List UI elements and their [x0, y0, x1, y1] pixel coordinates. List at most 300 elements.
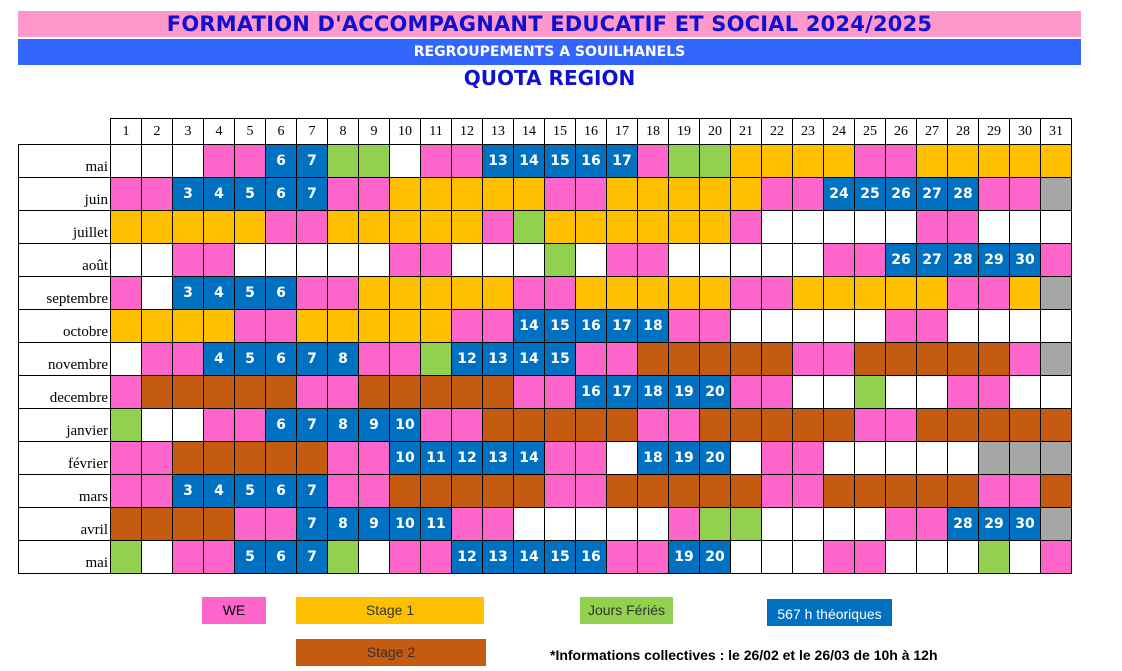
day-cell: 9: [359, 508, 390, 541]
day-cell: [452, 145, 483, 178]
day-cell: 24: [824, 178, 855, 211]
day-cell: [979, 277, 1010, 310]
day-cell: [204, 376, 235, 409]
day-cell: [1041, 310, 1072, 343]
day-cell: [111, 244, 142, 277]
day-cell: [762, 376, 793, 409]
day-cell: [328, 541, 359, 574]
month-label: juin: [19, 178, 111, 211]
day-cell: [979, 475, 1010, 508]
day-cell: [793, 277, 824, 310]
day-cell: [700, 244, 731, 277]
day-header: 21: [731, 119, 762, 145]
day-cell: 7: [297, 343, 328, 376]
day-header-row: [19, 119, 1072, 145]
day-cell: [824, 409, 855, 442]
day-header: 15: [545, 119, 576, 145]
day-cell: 16: [576, 376, 607, 409]
day-cell: 6: [266, 277, 297, 310]
day-cell: 30: [1010, 508, 1041, 541]
day-cell: [111, 508, 142, 541]
day-cell: 14: [514, 442, 545, 475]
day-header: 30: [1010, 119, 1041, 145]
day-cell: [390, 376, 421, 409]
day-cell: [359, 376, 390, 409]
day-cell: [793, 508, 824, 541]
day-cell: [948, 409, 979, 442]
day-cell: [824, 211, 855, 244]
day-cell: 5: [235, 277, 266, 310]
day-cell: [669, 508, 700, 541]
day-header: 23: [793, 119, 824, 145]
day-cell: 6: [266, 178, 297, 211]
day-cell: [142, 277, 173, 310]
day-header: 27: [917, 119, 948, 145]
day-cell: [979, 541, 1010, 574]
day-cell: [328, 277, 359, 310]
day-cell: [545, 409, 576, 442]
day-cell: [452, 178, 483, 211]
day-cell: 16: [576, 541, 607, 574]
day-cell: [390, 178, 421, 211]
day-cell: 8: [328, 343, 359, 376]
legend-stage1: Stage 1: [296, 597, 484, 624]
day-cell: 8: [328, 508, 359, 541]
day-cell: [824, 508, 855, 541]
day-cell: [514, 178, 545, 211]
month-row: [19, 376, 1072, 409]
day-cell: [514, 244, 545, 277]
day-cell: [483, 211, 514, 244]
day-cell: [669, 211, 700, 244]
day-cell: 20: [700, 376, 731, 409]
month-row: [19, 442, 1072, 475]
corner-cell: [19, 119, 111, 145]
day-cell: [1041, 277, 1072, 310]
day-cell: [669, 409, 700, 442]
day-cell: 15: [545, 145, 576, 178]
day-cell: [793, 244, 824, 277]
day-cell: [1010, 211, 1041, 244]
day-cell: 7: [297, 508, 328, 541]
day-cell: [917, 277, 948, 310]
month-row: [19, 145, 1072, 178]
day-header: 31: [1041, 119, 1072, 145]
day-cell: [855, 409, 886, 442]
day-cell: [762, 541, 793, 574]
day-cell: 16: [576, 145, 607, 178]
day-cell: [886, 310, 917, 343]
day-cell: [266, 442, 297, 475]
day-cell: [204, 310, 235, 343]
day-cell: 18: [638, 376, 669, 409]
day-cell: [452, 508, 483, 541]
day-cell: [390, 475, 421, 508]
day-cell: [421, 244, 452, 277]
day-cell: [359, 178, 390, 211]
day-cell: [576, 343, 607, 376]
month-row: [19, 277, 1072, 310]
day-cell: [328, 442, 359, 475]
day-cell: [235, 310, 266, 343]
day-cell: 17: [607, 145, 638, 178]
day-cell: [266, 376, 297, 409]
day-cell: [762, 442, 793, 475]
day-cell: [452, 310, 483, 343]
day-cell: 12: [452, 343, 483, 376]
day-cell: [824, 244, 855, 277]
day-cell: [142, 442, 173, 475]
main-title: FORMATION D'ACCOMPAGNANT EDUCATIF ET SOCIAL 2024/2025: [18, 11, 1081, 37]
day-cell: 10: [390, 508, 421, 541]
day-cell: [421, 343, 452, 376]
day-cell: [452, 244, 483, 277]
day-cell: [483, 244, 514, 277]
day-cell: 4: [204, 475, 235, 508]
day-header: 19: [669, 119, 700, 145]
day-cell: [576, 508, 607, 541]
day-cell: [762, 277, 793, 310]
day-cell: [173, 376, 204, 409]
day-cell: [1010, 310, 1041, 343]
day-cell: [111, 145, 142, 178]
day-cell: [948, 475, 979, 508]
day-header: 22: [762, 119, 793, 145]
day-cell: [359, 277, 390, 310]
day-cell: [421, 178, 452, 211]
day-cell: 3: [173, 475, 204, 508]
day-cell: [173, 343, 204, 376]
day-cell: [576, 442, 607, 475]
day-cell: [483, 508, 514, 541]
day-cell: [638, 409, 669, 442]
day-cell: [204, 409, 235, 442]
day-cell: 10: [390, 442, 421, 475]
day-cell: 18: [638, 442, 669, 475]
day-cell: [793, 376, 824, 409]
day-cell: [638, 508, 669, 541]
day-cell: [855, 541, 886, 574]
day-cell: 26: [886, 178, 917, 211]
day-cell: 7: [297, 541, 328, 574]
day-cell: 15: [545, 310, 576, 343]
day-header: 29: [979, 119, 1010, 145]
day-cell: [948, 211, 979, 244]
day-cell: [204, 541, 235, 574]
day-cell: 6: [266, 343, 297, 376]
day-cell: 27: [917, 178, 948, 211]
day-cell: [762, 310, 793, 343]
day-cell: [1041, 343, 1072, 376]
day-cell: [328, 145, 359, 178]
quota-title: QUOTA REGION: [463, 66, 636, 90]
day-cell: 14: [514, 343, 545, 376]
day-cell: [762, 343, 793, 376]
day-cell: [204, 211, 235, 244]
day-cell: [855, 310, 886, 343]
day-cell: [886, 277, 917, 310]
day-cell: [359, 541, 390, 574]
day-cell: [576, 409, 607, 442]
day-cell: [483, 409, 514, 442]
month-label: avril: [19, 508, 111, 541]
day-cell: [390, 145, 421, 178]
month-label: mai: [19, 145, 111, 178]
day-header: 1: [111, 119, 142, 145]
day-cell: [886, 376, 917, 409]
day-cell: 15: [545, 343, 576, 376]
day-cell: 20: [700, 442, 731, 475]
day-cell: 5: [235, 541, 266, 574]
day-cell: 14: [514, 310, 545, 343]
day-cell: [1010, 541, 1041, 574]
day-cell: [731, 541, 762, 574]
day-cell: [700, 409, 731, 442]
day-cell: [731, 475, 762, 508]
day-cell: [638, 475, 669, 508]
day-cell: [886, 508, 917, 541]
day-cell: [638, 541, 669, 574]
day-cell: [793, 145, 824, 178]
day-cell: [483, 310, 514, 343]
day-cell: [173, 244, 204, 277]
month-row: [19, 310, 1072, 343]
day-cell: 16: [576, 310, 607, 343]
legend-jours-feries: Jours Fériés: [580, 597, 673, 624]
day-cell: [545, 178, 576, 211]
day-cell: [173, 409, 204, 442]
day-cell: 28: [948, 244, 979, 277]
day-cell: [142, 508, 173, 541]
day-cell: [297, 310, 328, 343]
day-header: 16: [576, 119, 607, 145]
day-cell: [576, 178, 607, 211]
day-cell: [1041, 244, 1072, 277]
day-cell: [855, 475, 886, 508]
day-cell: 28: [948, 178, 979, 211]
day-cell: [266, 211, 297, 244]
day-cell: [235, 442, 266, 475]
day-header: 6: [266, 119, 297, 145]
day-cell: [1010, 145, 1041, 178]
day-cell: [607, 211, 638, 244]
day-cell: [1041, 145, 1072, 178]
day-cell: [545, 475, 576, 508]
day-cell: 14: [514, 145, 545, 178]
day-cell: [359, 244, 390, 277]
day-cell: 4: [204, 178, 235, 211]
day-cell: [514, 211, 545, 244]
day-cell: [917, 541, 948, 574]
day-cell: [731, 244, 762, 277]
day-cell: 7: [297, 145, 328, 178]
day-cell: [793, 409, 824, 442]
day-cell: [390, 211, 421, 244]
month-label: septembre: [19, 277, 111, 310]
day-cell: [421, 409, 452, 442]
day-cell: 13: [483, 442, 514, 475]
day-cell: 30: [1010, 244, 1041, 277]
day-cell: [452, 475, 483, 508]
day-cell: [762, 508, 793, 541]
day-cell: [545, 244, 576, 277]
day-cell: [700, 475, 731, 508]
day-cell: [390, 310, 421, 343]
day-cell: [1010, 376, 1041, 409]
day-cell: [669, 475, 700, 508]
day-cell: [1041, 541, 1072, 574]
day-cell: [669, 277, 700, 310]
day-cell: [886, 343, 917, 376]
day-cell: [824, 475, 855, 508]
day-cell: [1041, 211, 1072, 244]
day-cell: 5: [235, 343, 266, 376]
day-cell: [111, 475, 142, 508]
day-cell: [1010, 409, 1041, 442]
day-cell: [421, 475, 452, 508]
day-cell: 13: [483, 145, 514, 178]
day-cell: [576, 211, 607, 244]
month-row: [19, 475, 1072, 508]
month-label: mars: [19, 475, 111, 508]
day-cell: 19: [669, 442, 700, 475]
day-cell: [204, 145, 235, 178]
day-cell: [669, 310, 700, 343]
day-cell: [1041, 475, 1072, 508]
day-cell: [359, 145, 390, 178]
day-cell: [669, 145, 700, 178]
day-cell: [483, 277, 514, 310]
day-cell: [142, 178, 173, 211]
day-cell: [824, 310, 855, 343]
day-cell: [979, 310, 1010, 343]
day-cell: [545, 376, 576, 409]
day-cell: 10: [390, 409, 421, 442]
day-header: 9: [359, 119, 390, 145]
day-cell: [142, 244, 173, 277]
day-cell: [328, 310, 359, 343]
day-cell: [142, 376, 173, 409]
day-cell: [1041, 508, 1072, 541]
day-cell: [607, 409, 638, 442]
day-header: 28: [948, 119, 979, 145]
day-cell: [576, 277, 607, 310]
day-cell: [824, 541, 855, 574]
day-cell: [886, 211, 917, 244]
day-cell: [359, 475, 390, 508]
day-cell: 15: [545, 541, 576, 574]
day-cell: [421, 541, 452, 574]
day-cell: [824, 145, 855, 178]
day-cell: [979, 211, 1010, 244]
day-cell: [855, 244, 886, 277]
day-cell: [235, 211, 266, 244]
day-cell: [638, 145, 669, 178]
day-cell: 25: [855, 178, 886, 211]
day-cell: [607, 541, 638, 574]
day-cell: [142, 343, 173, 376]
day-cell: [824, 376, 855, 409]
day-cell: [886, 541, 917, 574]
day-cell: 20: [700, 541, 731, 574]
day-header: 20: [700, 119, 731, 145]
day-cell: [793, 442, 824, 475]
day-cell: [514, 376, 545, 409]
day-header: 11: [421, 119, 452, 145]
day-cell: [514, 409, 545, 442]
day-cell: [979, 145, 1010, 178]
month-label: octobre: [19, 310, 111, 343]
day-cell: [328, 475, 359, 508]
day-cell: [886, 475, 917, 508]
day-cell: [855, 277, 886, 310]
day-cell: [607, 343, 638, 376]
day-cell: [173, 145, 204, 178]
day-cell: [297, 277, 328, 310]
day-cell: [359, 442, 390, 475]
day-cell: [514, 277, 545, 310]
day-cell: [607, 178, 638, 211]
day-cell: [979, 442, 1010, 475]
day-cell: 6: [266, 541, 297, 574]
day-cell: [762, 211, 793, 244]
day-cell: [731, 211, 762, 244]
day-cell: [359, 310, 390, 343]
day-cell: [545, 211, 576, 244]
day-cell: 19: [669, 541, 700, 574]
day-header: 17: [607, 119, 638, 145]
day-cell: [390, 343, 421, 376]
day-cell: [204, 442, 235, 475]
day-cell: 29: [979, 508, 1010, 541]
day-cell: 8: [328, 409, 359, 442]
day-cell: [979, 178, 1010, 211]
month-row: [19, 244, 1072, 277]
day-cell: [235, 244, 266, 277]
day-cell: [855, 343, 886, 376]
month-label: decembre: [19, 376, 111, 409]
day-cell: [917, 310, 948, 343]
day-cell: [545, 442, 576, 475]
day-cell: [731, 310, 762, 343]
day-cell: [266, 508, 297, 541]
day-cell: [173, 211, 204, 244]
day-cell: [700, 211, 731, 244]
day-cell: 11: [421, 508, 452, 541]
day-cell: [948, 541, 979, 574]
day-cell: [421, 277, 452, 310]
day-cell: [700, 508, 731, 541]
day-cell: [452, 376, 483, 409]
day-cell: [1010, 442, 1041, 475]
day-cell: [390, 277, 421, 310]
day-cell: [979, 343, 1010, 376]
day-cell: [1010, 178, 1041, 211]
day-header: 5: [235, 119, 266, 145]
day-cell: [793, 343, 824, 376]
day-cell: [173, 442, 204, 475]
day-cell: 6: [266, 409, 297, 442]
day-cell: [173, 310, 204, 343]
day-header: 13: [483, 119, 514, 145]
day-cell: [235, 145, 266, 178]
day-cell: 27: [917, 244, 948, 277]
day-cell: 26: [886, 244, 917, 277]
month-row: [19, 178, 1072, 211]
day-header: 7: [297, 119, 328, 145]
day-cell: [266, 244, 297, 277]
day-cell: [1010, 475, 1041, 508]
